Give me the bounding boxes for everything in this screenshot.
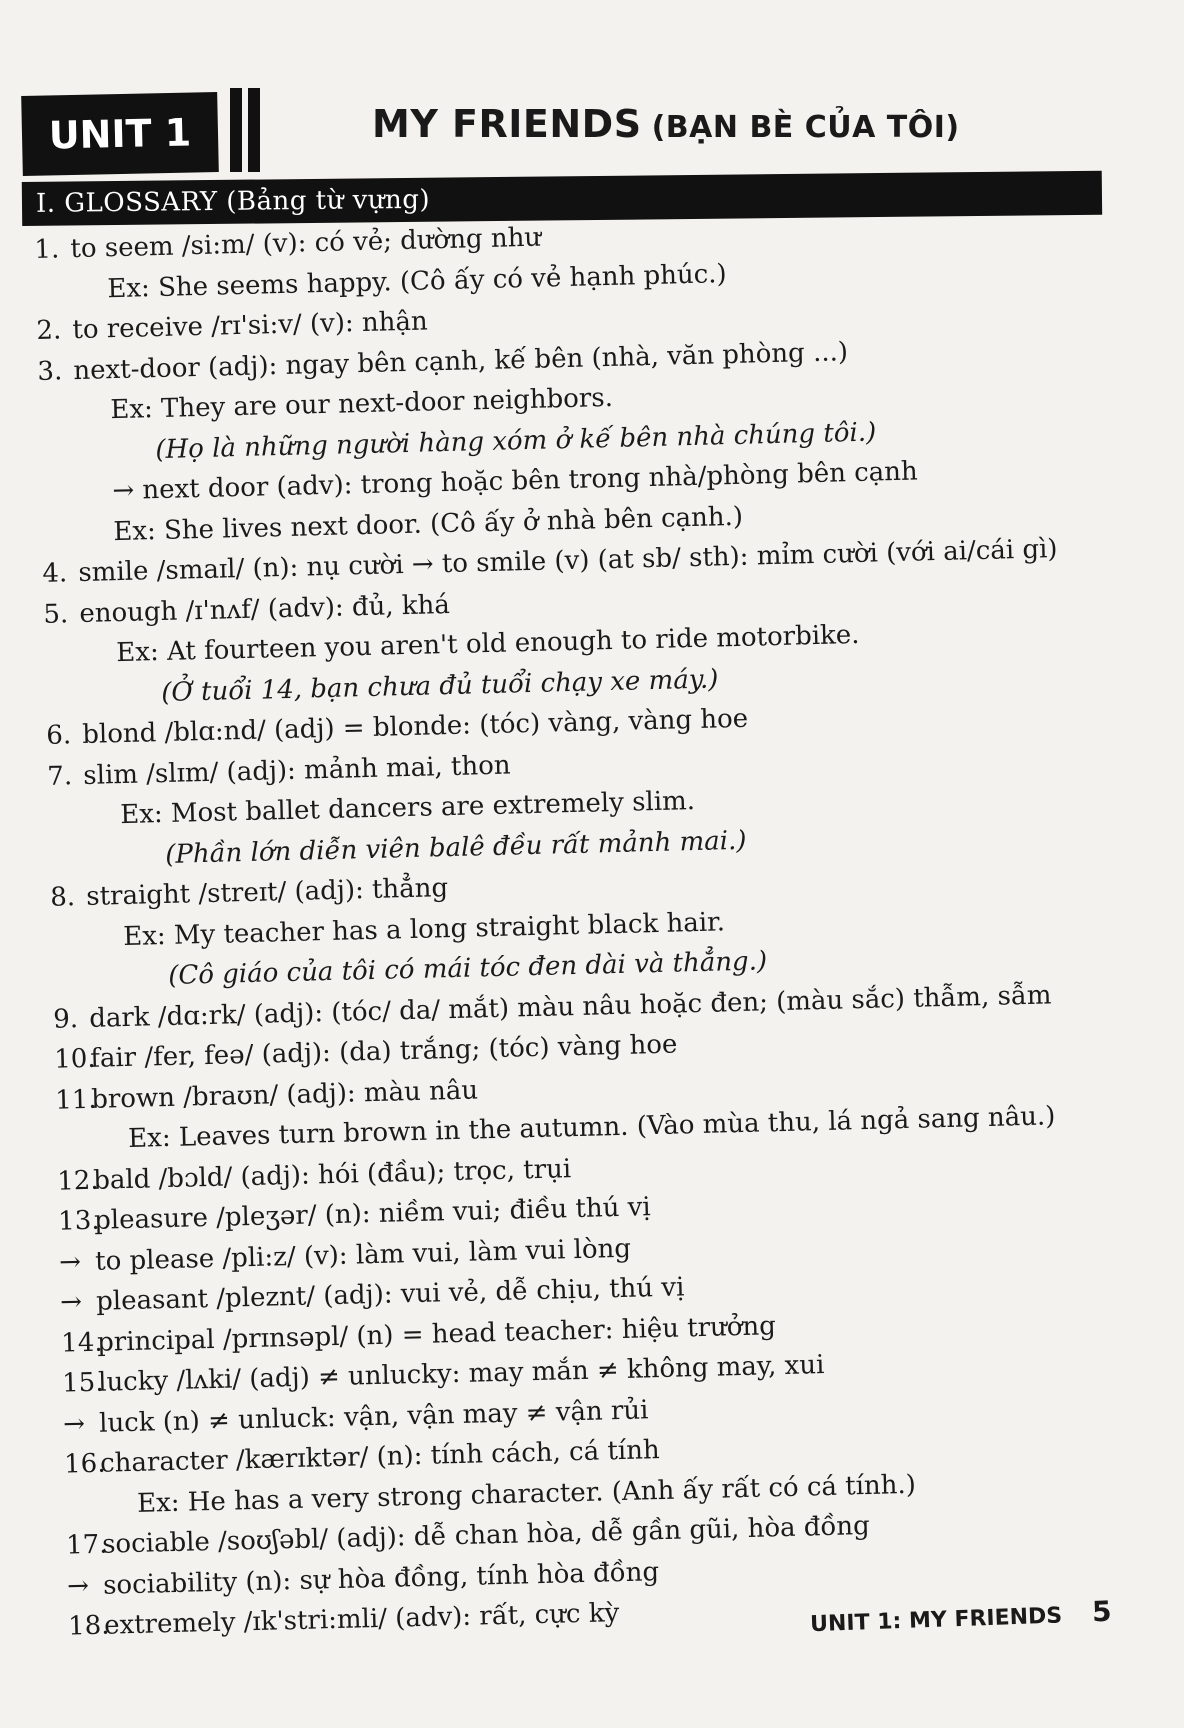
line-number: → — [66, 1570, 90, 1602]
line-number — [65, 1512, 101, 1513]
line-text: (Phần lớn diễn viên balê đều rất mảnh mai.) — [164, 825, 747, 870]
line-text: (Họ là những người hàng xóm ở kế bên nhà chúng tôi.) — [155, 416, 877, 465]
page-number: 5 — [1091, 1594, 1113, 1629]
line-text: pleasure /pleʒər/ (n): niềm vui; điều thú vị — [93, 1192, 652, 1236]
line-number: 13. — [57, 1205, 100, 1237]
line-number: 8. — [49, 882, 76, 913]
line-number — [52, 945, 88, 946]
glossary-list — [34, 203, 1168, 1647]
line-text: (Ở tuổi 14, bạn chưa đủ tuổi chạy xe máy.) — [160, 663, 719, 708]
line-text: Ex: At fourteen you aren't old enough to ride motorbike. — [115, 619, 860, 669]
line-number: 16. — [63, 1448, 106, 1480]
section-title: I. GLOSSARY (Bảng từ vựng) — [35, 184, 431, 219]
line-number: → — [62, 1408, 86, 1440]
line-number: 1. — [34, 234, 60, 265]
line-text: extremely /ɪk'stri:mli/ (adv): rất, cực kỳ — [103, 1598, 620, 1641]
line-text: to receive /rɪ'si:v/ (v): nhận — [72, 306, 429, 346]
line-text: to please /pli:z/ (v): làm vui, làm vui lòng — [94, 1233, 632, 1277]
line-number: → — [58, 1246, 82, 1278]
line-number: 14. — [60, 1327, 103, 1359]
line-text: sociable /soʊʃəbl/ (adj): dễ chan hòa, dễ gần gũi, hòa đồng — [101, 1510, 871, 1560]
line-number: 10. — [53, 1043, 96, 1075]
line-number — [39, 419, 75, 420]
decorative-bar — [230, 88, 242, 172]
line-number — [36, 298, 72, 299]
line-number: → — [59, 1287, 83, 1318]
line-text: Ex: My teacher has a long straight black hair. — [122, 906, 726, 952]
line-text: → next door (adv): trong hoặc bên trong nhà/phòng bên cạnh — [112, 456, 919, 507]
line-text: to seem /si:m/ (v): có vẻ; dường như — [70, 222, 542, 265]
line-text: enough /ɪ'nʌf/ (adv): đủ, khá — [79, 589, 451, 629]
line-number — [41, 500, 77, 501]
decorative-bar — [248, 88, 260, 172]
line-text: dark /dɑ:rk/ (adj): (tóc/ da/ mắt) màu nâu hoặc đen; (màu sắc) thẫm, sẫm — [88, 979, 1052, 1034]
line-text: Ex: He has a very strong character. (Anh ấy rất có cá tính.) — [136, 1469, 917, 1519]
line-text: character /kærɪktər/ (n): tính cách, cá tính — [99, 1435, 660, 1479]
line-text: Ex: Most ballet dancers are extremely slim. — [119, 786, 696, 831]
line-number — [46, 702, 82, 703]
line-number — [56, 1148, 92, 1149]
line-text: brown /braʊn/ (adj): màu nâu — [90, 1074, 479, 1115]
line-text: Ex: Leaves turn brown in the autumn. (Vào mùa thu, lá ngả sang nâu.) — [127, 1101, 1056, 1154]
line-text: bald /bɔld/ (adj): hói (đầu); trọc, trụi — [92, 1153, 572, 1196]
line-number: 15. — [61, 1367, 104, 1399]
line-text: lucky /lʌki/ (adj) ≠ unlucky: may mắn ≠ không may, xui — [97, 1350, 825, 1398]
line-number: 7. — [46, 760, 73, 792]
line-number — [40, 460, 76, 461]
line-text: fair /fer, feə/ (adj): (da) trắng; (tóc) vàng hoe — [89, 1029, 678, 1074]
line-number: 12. — [56, 1165, 99, 1197]
line-number: 11. — [54, 1084, 97, 1116]
line-number: 18. — [67, 1610, 110, 1642]
line-number: 5. — [43, 598, 69, 630]
line-text: (Cô giáo của tôi có mái tóc đen dài và thẳng.) — [167, 946, 768, 991]
page-title — [372, 102, 960, 146]
line-number — [42, 541, 78, 542]
line-number: 6. — [45, 720, 72, 751]
line-text: pleasant /pleznt/ (adj): vui vẻ, dễ chịu, thú vị — [95, 1272, 685, 1317]
line-text: Ex: She seems happy. (Cô ấy có vẻ hạnh phúc.) — [107, 258, 727, 304]
line-text: next-door (adj): ngay bên cạnh, kế bên (nhà, văn phòng ...) — [73, 336, 849, 386]
title-vietnamese: (BẠN BÈ CỦA TÔI) — [651, 110, 960, 145]
line-number — [50, 864, 86, 865]
line-number: 3. — [37, 355, 63, 387]
line-text: blond /blɑ:nd/ (adj) = blonde: (tóc) vàng, vàng hoe — [81, 703, 749, 750]
line-text: sociability (n): sự hòa đồng, tính hòa đồng — [102, 1556, 660, 1601]
line-text: slim /slɪm/ (adj): mảnh mai, thon — [82, 750, 511, 791]
line-text: principal /prɪnsəpl/ (n) = head teacher: hiệu trưởng — [96, 1310, 777, 1358]
line-number: 17. — [65, 1529, 108, 1561]
line-text: Ex: She lives next door. (Cô ấy ở nhà bên cạnh.) — [113, 501, 744, 547]
line-text: luck (n) ≠ unluck: vận, vận may ≠ vận rủi — [98, 1394, 649, 1439]
line-number: 4. — [42, 558, 68, 589]
line-number — [49, 824, 85, 825]
title-english: MY FRIENDS — [372, 102, 642, 146]
line-number: 9. — [52, 1003, 79, 1035]
line-text: smile /smaɪl/ (n): nụ cười → to smile (v) (at sb/ sth): mỉm cười (với ai/cái gì) — [78, 534, 1058, 589]
line-text: Ex: They are our next-door neighbors. — [110, 382, 614, 426]
line-number: 2. — [36, 315, 62, 346]
line-number — [52, 986, 88, 987]
line-text: straight /streɪt/ (adj): thẳng — [85, 873, 449, 912]
unit-label: UNIT 1 — [21, 92, 219, 176]
footer-label: UNIT 1: MY FRIENDS — [809, 1603, 1063, 1638]
line-number — [45, 662, 81, 663]
page-header — [22, 88, 1152, 180]
